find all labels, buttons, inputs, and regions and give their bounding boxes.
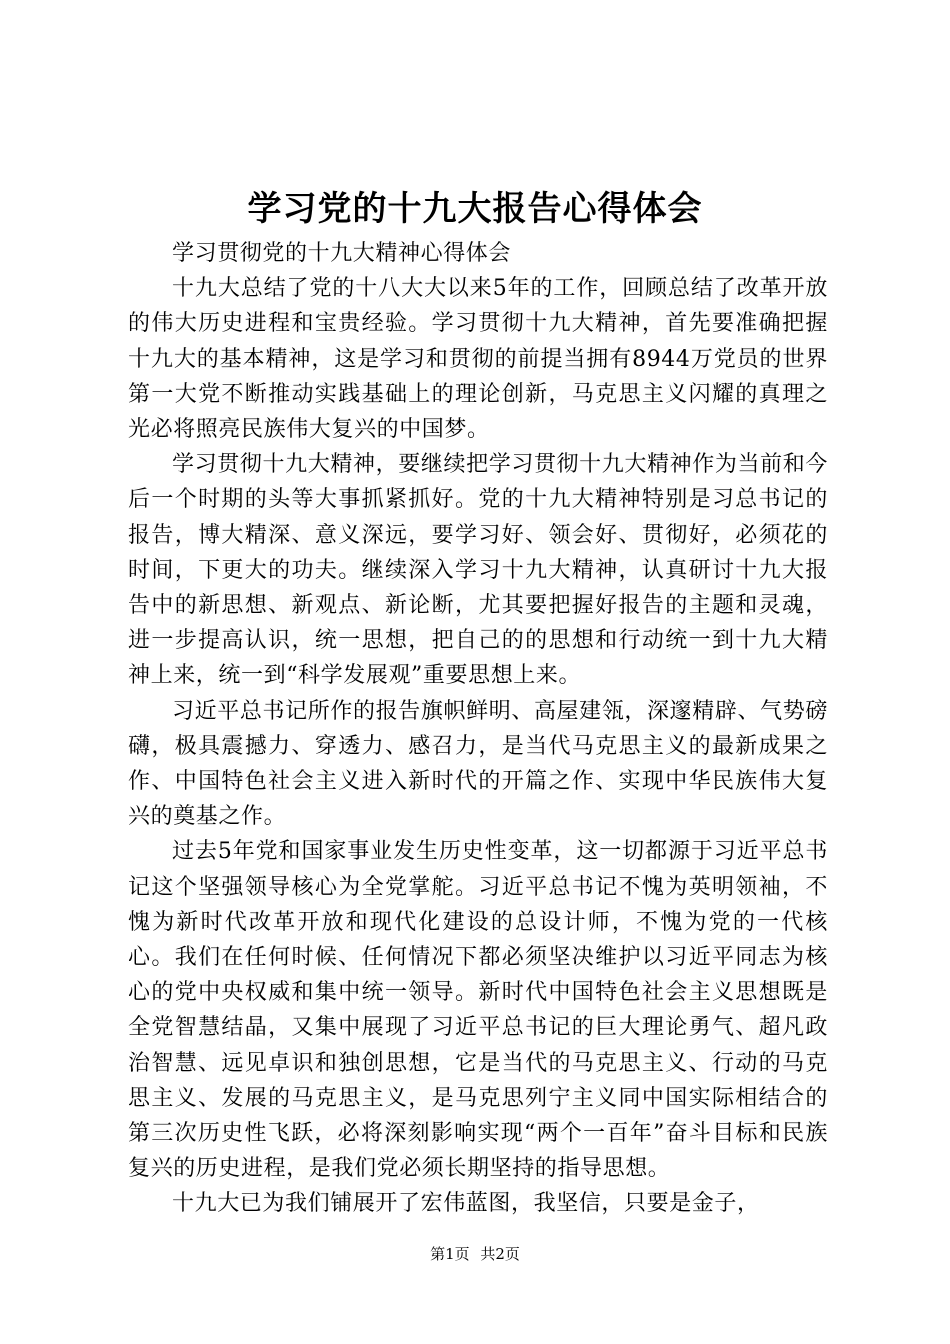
paragraph-subtitle: 学习贯彻党的十九大精神心得体会: [172, 241, 512, 266]
paragraph: 十九大已为我们铺展开了宏伟蓝图，我坚信，只要是金子，: [172, 1191, 760, 1217]
page-total: 共2页: [480, 1245, 520, 1263]
paragraph: 习近平总书记所作的报告旗帜鲜明、高屋建瓴，深邃精辟、气势磅礴，极具震撼力、穿透力、感召力，是当代马克思主义的最新成果之作、中国特色社会主义进入新时代的开篇之作、实现中华民族伟大复兴的奠基之作。: [128, 698, 828, 830]
page-number: 第1页: [430, 1245, 470, 1263]
paragraph: 学习贯彻十九大精神，要继续把学习贯彻十九大精神作为当前和今后一个时期的头等大事抓紧抓好。党的十九大精神特别是习总书记的报告，博大精深、意义深远，要学习好、领会好、贯彻好，必须花的时间，下更大的功夫。继续深入学习十九大精神，认真研讨十九大报告中的新思想、新观点、新论断，尤其要把握好报告的主题和灵魂，进一步提高认识，统一思想，把自己的的思想和行动统一到十九大精神上来，统一到“科学发展观”重要思想上来。: [128, 452, 828, 689]
paragraph: 十九大总结了党的十八大大以来5年的工作，回顾总结了改革开放的伟大历史进程和宝贵经验。学习贯彻十九大精神，首先要准确把握十九大的基本精神，这是学习和贯彻的前提当拥有8944万党员的世界第一大党不断推动实践基础上的理论创新，马克思主义闪耀的真理之光必将照亮民族伟大复兴的中国梦。: [128, 276, 828, 443]
paragraph: 过去5年党和国家事业发生历史性变革，这一切都源于习近平总书记这个坚强领导核心为全党掌舵。习近平总书记不愧为英明领袖，不愧为新时代改革开放和现代化建设的总设计师，不愧为党的一代核心。我们在任何时候、任何情况下都必须坚决维护以习近平同志为核心的党中央权威和集中统一领导。新时代中国特色社会主义思想既是全党智慧结晶，又集中展现了习近平总书记的巨大理论勇气、超凡政治智慧、远见卓识和独创思想，它是当代的马克思主义、行动的马克思主义、发展的马克思主义，是马克思列宁主义同中国实际相结合的第三次历史性飞跃，必将深刻影响实现“两个一百年”奋斗目标和民族复兴的历史进程，是我们党必须长期坚持的指导思想。: [128, 839, 828, 1182]
page-footer: [0, 1242, 950, 1266]
document-body: [128, 236, 828, 1222]
document-title: 学习党的十九大报告心得体会: [247, 189, 703, 229]
